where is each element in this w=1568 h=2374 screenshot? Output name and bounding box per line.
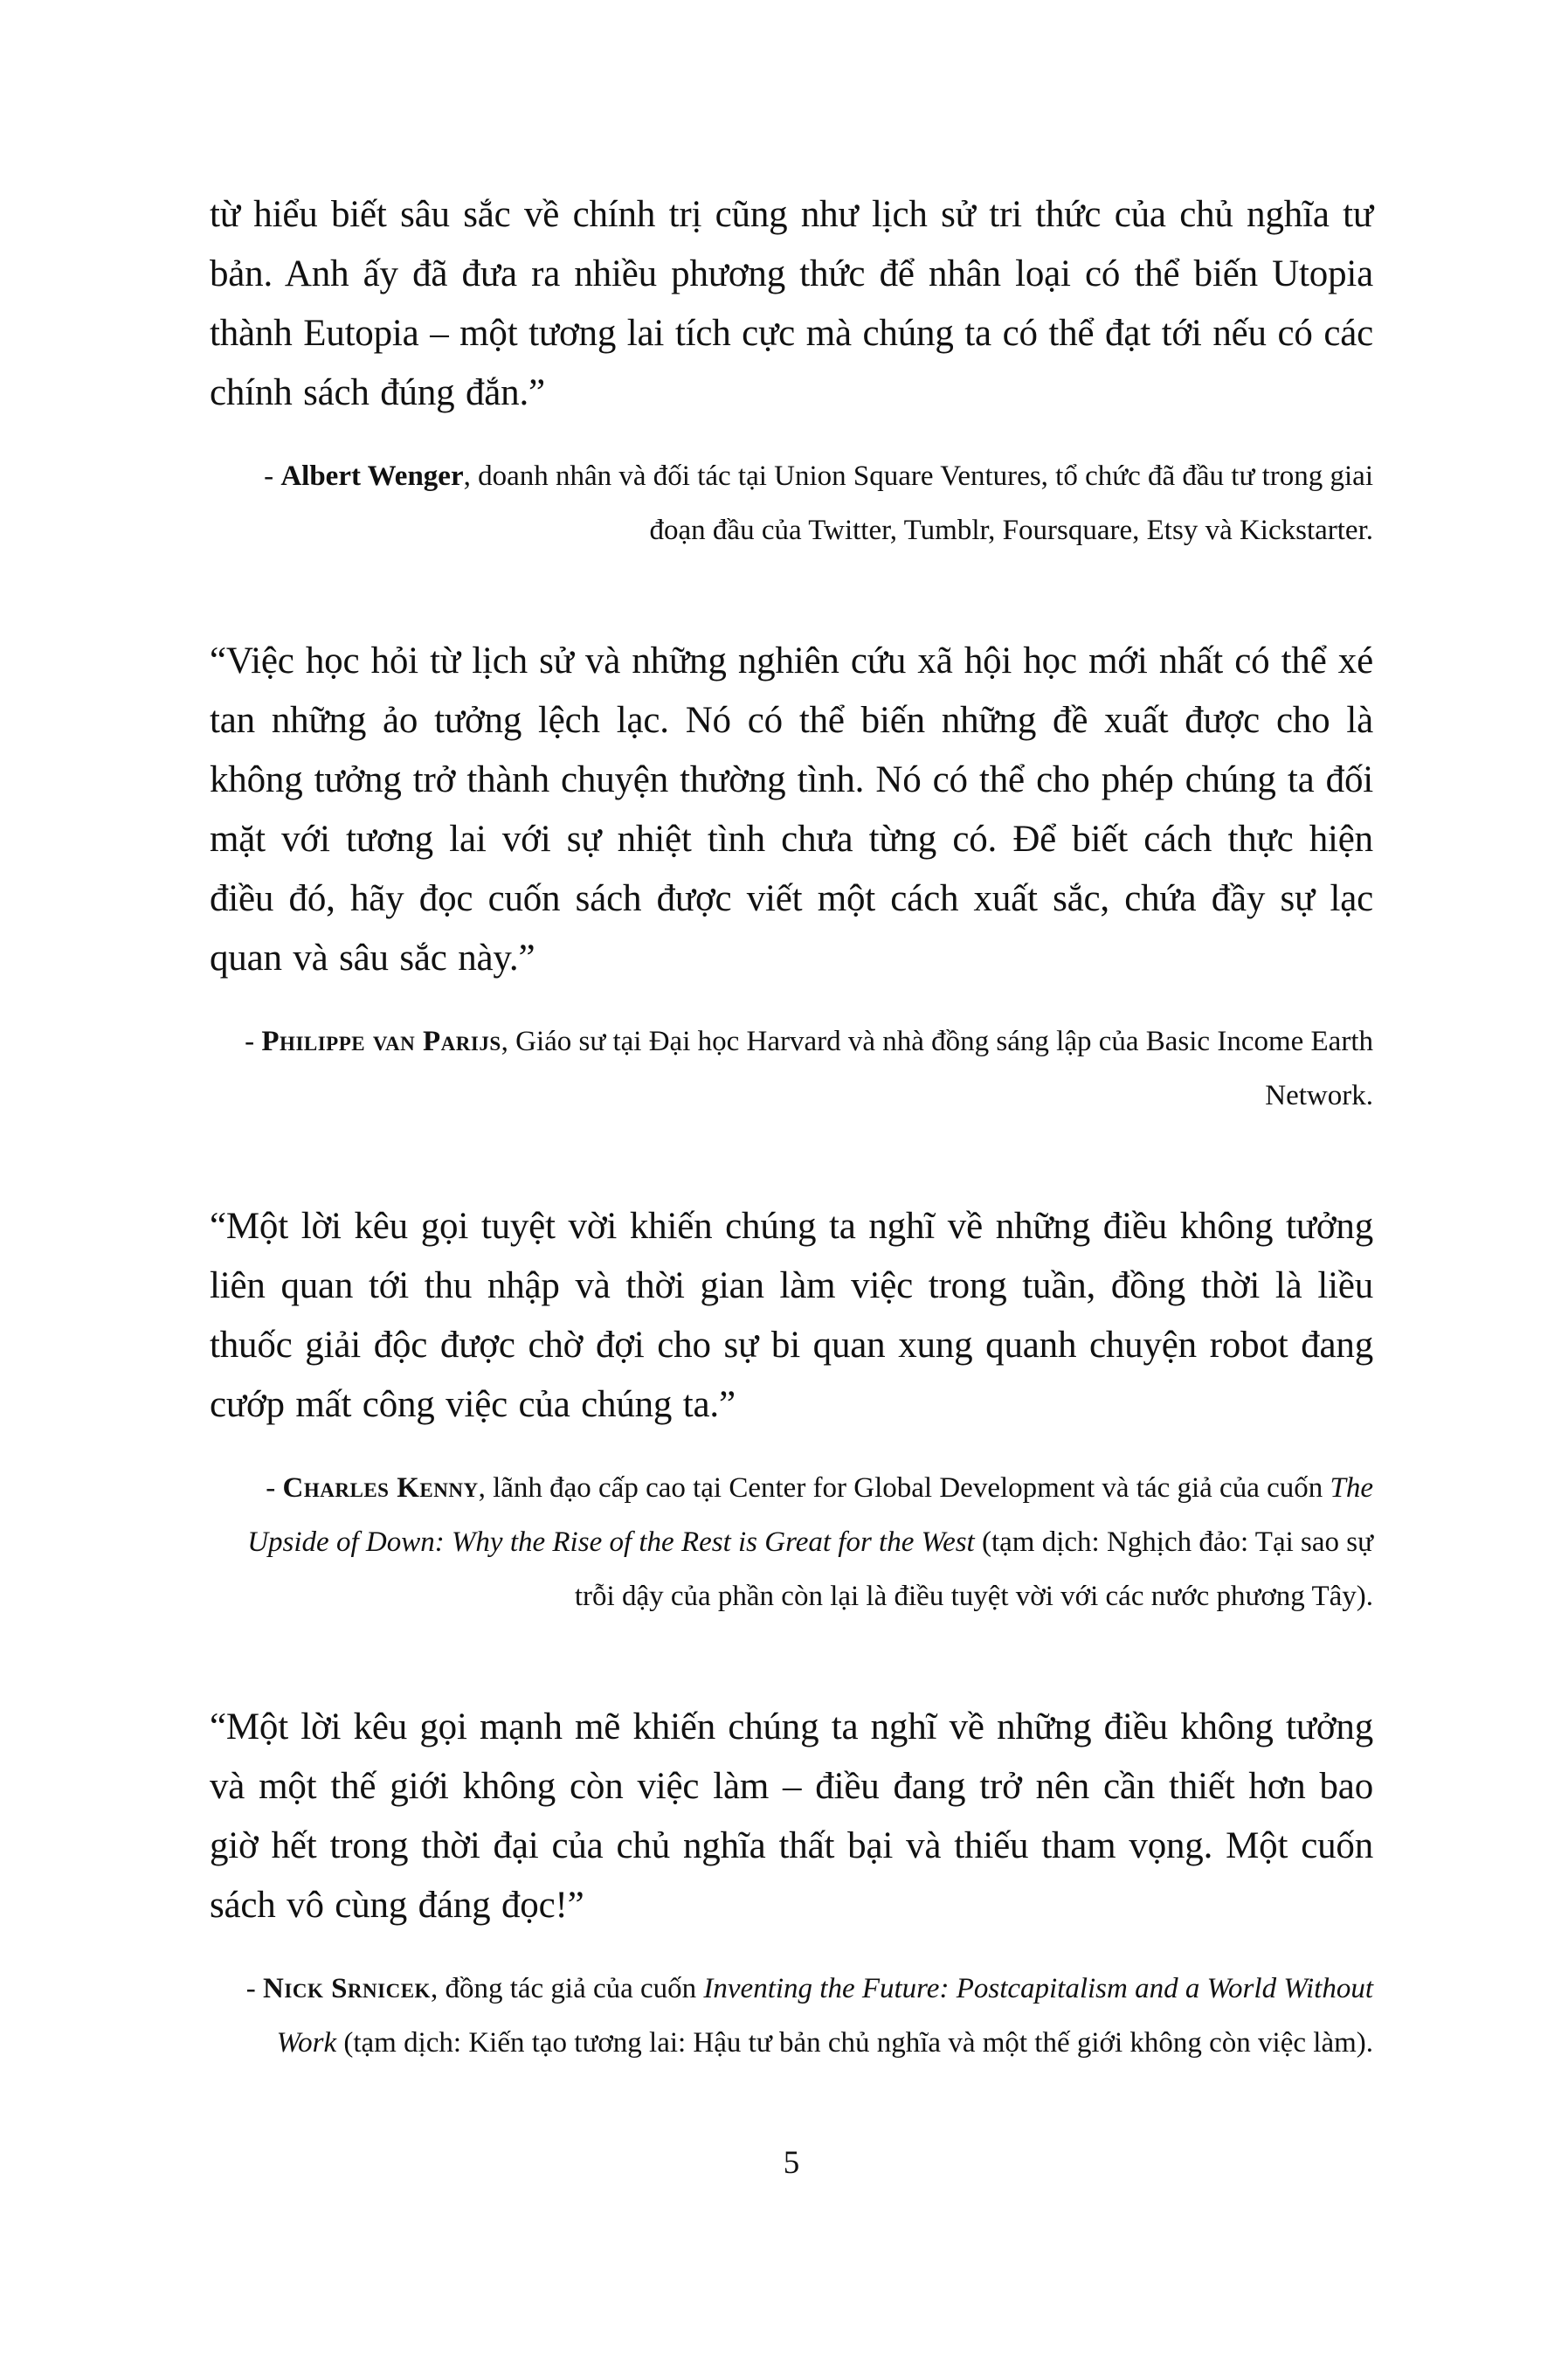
author-description: , đồng tác giả của cuốn [430, 1973, 704, 2004]
quote-attribution-1 [210, 449, 1373, 557]
quote-text-1: từ hiểu biết sâu sắc về chính trị cũng như lịch sử tri thức của chủ nghĩa tư bản. Anh ấy đã đưa ra nhiều phương thức để nhân loại có thể biến Utopia thành Eutopia – một tương lai tích cực mà chúng ta có thể đạt tới nếu có các chính sách đúng đắn.” [210, 194, 1373, 413]
author-description: , Giáo sư tại Đại học Harvard và nhà đồng sáng lập của Basic Income Earth Network. [501, 1026, 1373, 1111]
attribution-dash: - [264, 460, 281, 492]
author-description-tail: (tạm dịch: Nghịch đảo: Tại sao sự trỗi dậy của phần còn lại là điều tuyệt vời với các nước phương Tây). [574, 1526, 1373, 1612]
quote-attribution-3 [210, 1461, 1373, 1623]
attribution-dash: - [266, 1472, 283, 1504]
author-name: Charles Kenny [282, 1472, 479, 1504]
quote-text-3: “Một lời kêu gọi tuyệt vời khiến chúng ta nghĩ về những điều không tưởng liên quan tới thu nhập và thời gian làm việc trong tuần, đồng thời là liều thuốc giải độc được chờ đợi cho sự bi quan xung quanh chuyện robot đang cướp mất công việc của chúng ta.” [210, 1206, 1373, 1425]
endorsement-block-3 [210, 1197, 1373, 1623]
quote-attribution-2 [210, 1014, 1373, 1123]
quote-text-4: “Một lời kêu gọi mạnh mẽ khiến chúng ta nghĩ về những điều không tưởng và một thế giới không còn việc làm – điều đang trở nên cần thiết hơn bao giờ hết trong thời đại của chủ nghĩa thất bại và thiếu tham vọng. Một cuốn sách vô cùng đáng đọc!” [210, 1706, 1373, 1926]
book-title: Inventing the Future: Postcapitalism and a World Without Work [276, 1973, 1373, 2059]
author-name: Albert Wenger [280, 460, 464, 492]
author-description: , doanh nhân và đối tác tại Union Square Ventures, tổ chức đã đầu tư trong giai đoạn đầu của Twitter, Tumblr, Foursquare, Etsy và Kickstarter. [463, 460, 1373, 546]
quote-text-2: “Việc học hỏi từ lịch sử và những nghiên cứu xã hội học mới nhất có thể xé tan những ảo tưởng lệch lạc. Nó có thể biến những đề xuất được cho là không tưởng trở thành chuyện thường tình. Nó có thể cho phép chúng ta đối mặt với tương lai với sự nhiệt tình chưa từng có. Để biết cách thực hiện điều đó, hãy đọc cuốn sách được viết một cách xuất sắc, chứa đầy sự lạc quan và sâu sắc này.” [210, 640, 1373, 979]
endorsement-block-4 [210, 1698, 1373, 2070]
author-description-tail: (tạm dịch: Kiến tạo tương lai: Hậu tư bản chủ nghĩa và một thế giới không còn việc làm). [336, 2027, 1373, 2059]
book-title: The Upside of Down: Why the Rise of the Rest is Great for the West [247, 1472, 1373, 1558]
author-name: Nick Srnicek [263, 1973, 431, 2004]
page-number: 5 [783, 2145, 800, 2181]
author-name: Philippe van Parijs [261, 1026, 501, 1057]
page-footer [210, 2144, 1373, 2182]
endorsement-block-2 [210, 632, 1373, 1123]
quote-attribution-4 [210, 1962, 1373, 2070]
endorsement-block-1 [210, 185, 1373, 557]
attribution-dash: - [245, 1973, 264, 2004]
author-description: , lãnh đạo cấp cao tại Center for Global Development và tác giả của cuốn [478, 1472, 1330, 1504]
attribution-dash: - [245, 1026, 262, 1057]
page-content [210, 185, 1373, 2182]
